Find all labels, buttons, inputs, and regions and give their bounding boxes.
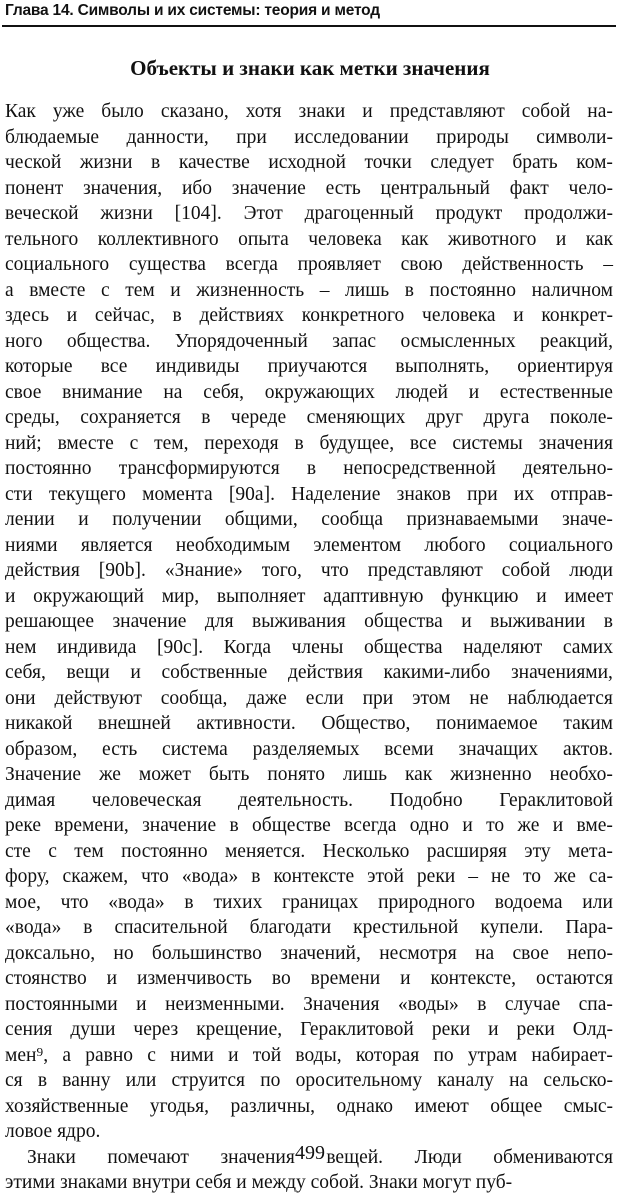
- text-line: реке времени, значение в обществе всегда одно и то же и вме-: [5, 815, 613, 836]
- text-line: они действуют сообща, даже если при этом не наблюдается: [5, 687, 613, 709]
- text-line: сения души через крещение, Гераклитовой реки и реки Олд-: [5, 1019, 613, 1040]
- text-line: лении и получении общими, сообща признаваемыми значе-: [5, 509, 613, 530]
- text-line: Знаки помечают значения вещей. Люди обмениваются: [27, 1146, 613, 1168]
- text-line: действия [90b]. «Знание» того, что представляют собой люди: [5, 560, 613, 581]
- text-line: димая человеческая деятельность. Подобно Гераклитовой: [5, 789, 613, 811]
- text-line: Значение же может быть понято лишь как жизненно необхо-: [5, 764, 613, 785]
- text-line: социального существа всегда проявляет свою действенность –: [5, 254, 613, 275]
- text-line: стоянство и изменчивость во времени и контексте, остаются: [5, 968, 613, 989]
- text-line: тельного коллективного опыта человека как животного и как: [5, 228, 613, 250]
- text-line: образом, есть система разделяемых всеми значащих актов.: [5, 738, 613, 760]
- section-title: Объекты и знаки как метки значения: [130, 56, 490, 80]
- text-line: понент значения, ибо значение есть центральный факт чело-: [5, 177, 613, 199]
- text-line: ся в ванну или струится по оросительному каналу на сельско-: [5, 1070, 613, 1091]
- text-line: свое внимание на себя, окружающих людей и естественные: [5, 381, 613, 403]
- text-line: постоянными и неизменными. Значения «воды» в случае спа-: [5, 993, 613, 1015]
- text-line: никакой внешней активности. Общество, понимаемое таким: [5, 713, 613, 734]
- text-line: решающее значение для выживания общества и выживании в: [5, 611, 613, 632]
- text-line: хозяйственные угодья, различны, однако имеют общее смыс-: [5, 1095, 613, 1117]
- text-line: сте с тем постоянно меняется. Несколько расширяя эту мета-: [5, 840, 613, 862]
- text-line: ческой жизни в качестве исходной точки следует брать ком-: [5, 152, 613, 173]
- text-line: а вместе с тем и жизненность – лишь в постоянно наличном: [5, 279, 613, 301]
- text-line: ний; вместе с тем, переходя в будущее, все системы значения: [5, 432, 613, 454]
- text-line: фору, скажем, что «вода» в контексте этой реки – не то же са-: [5, 866, 613, 887]
- text-line: ниями является необходимым элементом любого социального: [5, 534, 613, 556]
- text-line: доксально, но большинство значений, несмотря на свое непо-: [5, 942, 613, 964]
- text-line: ного общества. Упорядоченный запас осмысленных реакций,: [5, 330, 613, 352]
- text-line: этими знаками внутри себя и между собой. Знаки могут пуб-: [5, 1172, 513, 1193]
- text-line: ловое ядро.: [5, 1121, 101, 1142]
- text-line: здесь и сейчас, в действиях конкретного человека и конкрет-: [5, 305, 613, 326]
- text-line: Как уже было сказано, хотя знаки и представляют собой на-: [5, 101, 613, 122]
- text-line: мен⁹, а равно с ними и той воды, которая по утрам набирает-: [5, 1044, 613, 1066]
- text-line: мое, что «вода» в тихих границах природного водоема или: [5, 891, 613, 913]
- text-line: и окружающий мир, выполняет адаптивную функцию и имеет: [5, 585, 613, 607]
- text-line: сти текущего момента [90a]. Наделение знаков при их отправ-: [5, 483, 613, 505]
- text-line: себя, вещи и собственные действия какими-либо значениями,: [5, 662, 613, 683]
- text-line: среды, сохраняется в череде сменяющих друг друга поколе-: [5, 407, 613, 428]
- body-text: [5, 99, 613, 1196]
- running-header: Глава 14. Символы и их системы: теория и метод: [5, 2, 380, 19]
- text-line: веческой жизни [104]. Этот драгоценный продукт продолжи-: [5, 203, 613, 224]
- page-number: 499: [295, 1142, 325, 1164]
- text-line: постоянно трансформируются в непосредственной деятельно-: [5, 458, 613, 479]
- text-line: блюдаемые данности, при исследовании природы символи-: [5, 126, 613, 148]
- header-rule: [2, 25, 616, 27]
- text-line: «вода» в спасительной благодати крестильной купели. Пара-: [5, 917, 613, 938]
- text-line: которые все индивиды приучаются выполнять, ориентируя: [5, 356, 613, 377]
- text-line: нем индивида [90c]. Когда члены общества наделяют самих: [5, 636, 613, 658]
